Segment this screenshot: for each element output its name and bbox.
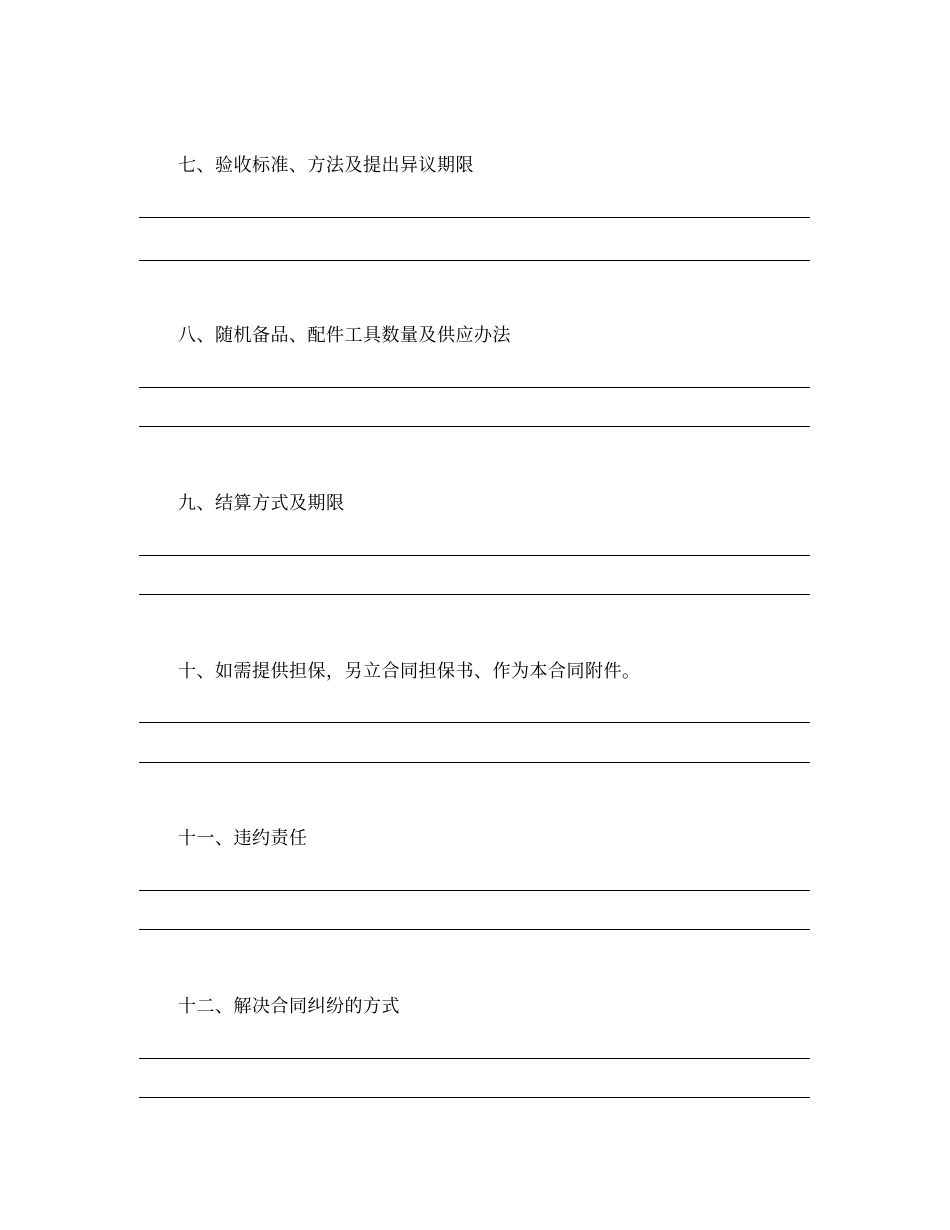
blank-line [139,594,810,595]
blank-line [139,929,810,930]
blank-line [139,217,810,218]
blank-line [139,722,810,723]
blank-line [139,1097,810,1098]
blank-line [139,890,810,891]
blank-line [139,387,810,388]
blank-line [139,762,810,763]
section-heading-acceptance: 七、验收标准、方法及提出异议期限 [178,155,474,176]
section-heading-guarantee: 十、如需提供担保，另立合同担保书、作为本合同附件。 [178,661,641,682]
section-heading-settlement: 九、结算方式及期限 [178,493,345,514]
blank-line [139,426,810,427]
blank-line [139,1058,810,1059]
section-heading-dispute: 十二、解决合同纠纷的方式 [178,996,400,1017]
blank-line [139,555,810,556]
blank-line [139,260,810,261]
section-heading-spare-parts: 八、随机备品、配件工具数量及供应办法 [178,325,511,346]
section-heading-liability: 十一、违约责任 [178,828,308,849]
